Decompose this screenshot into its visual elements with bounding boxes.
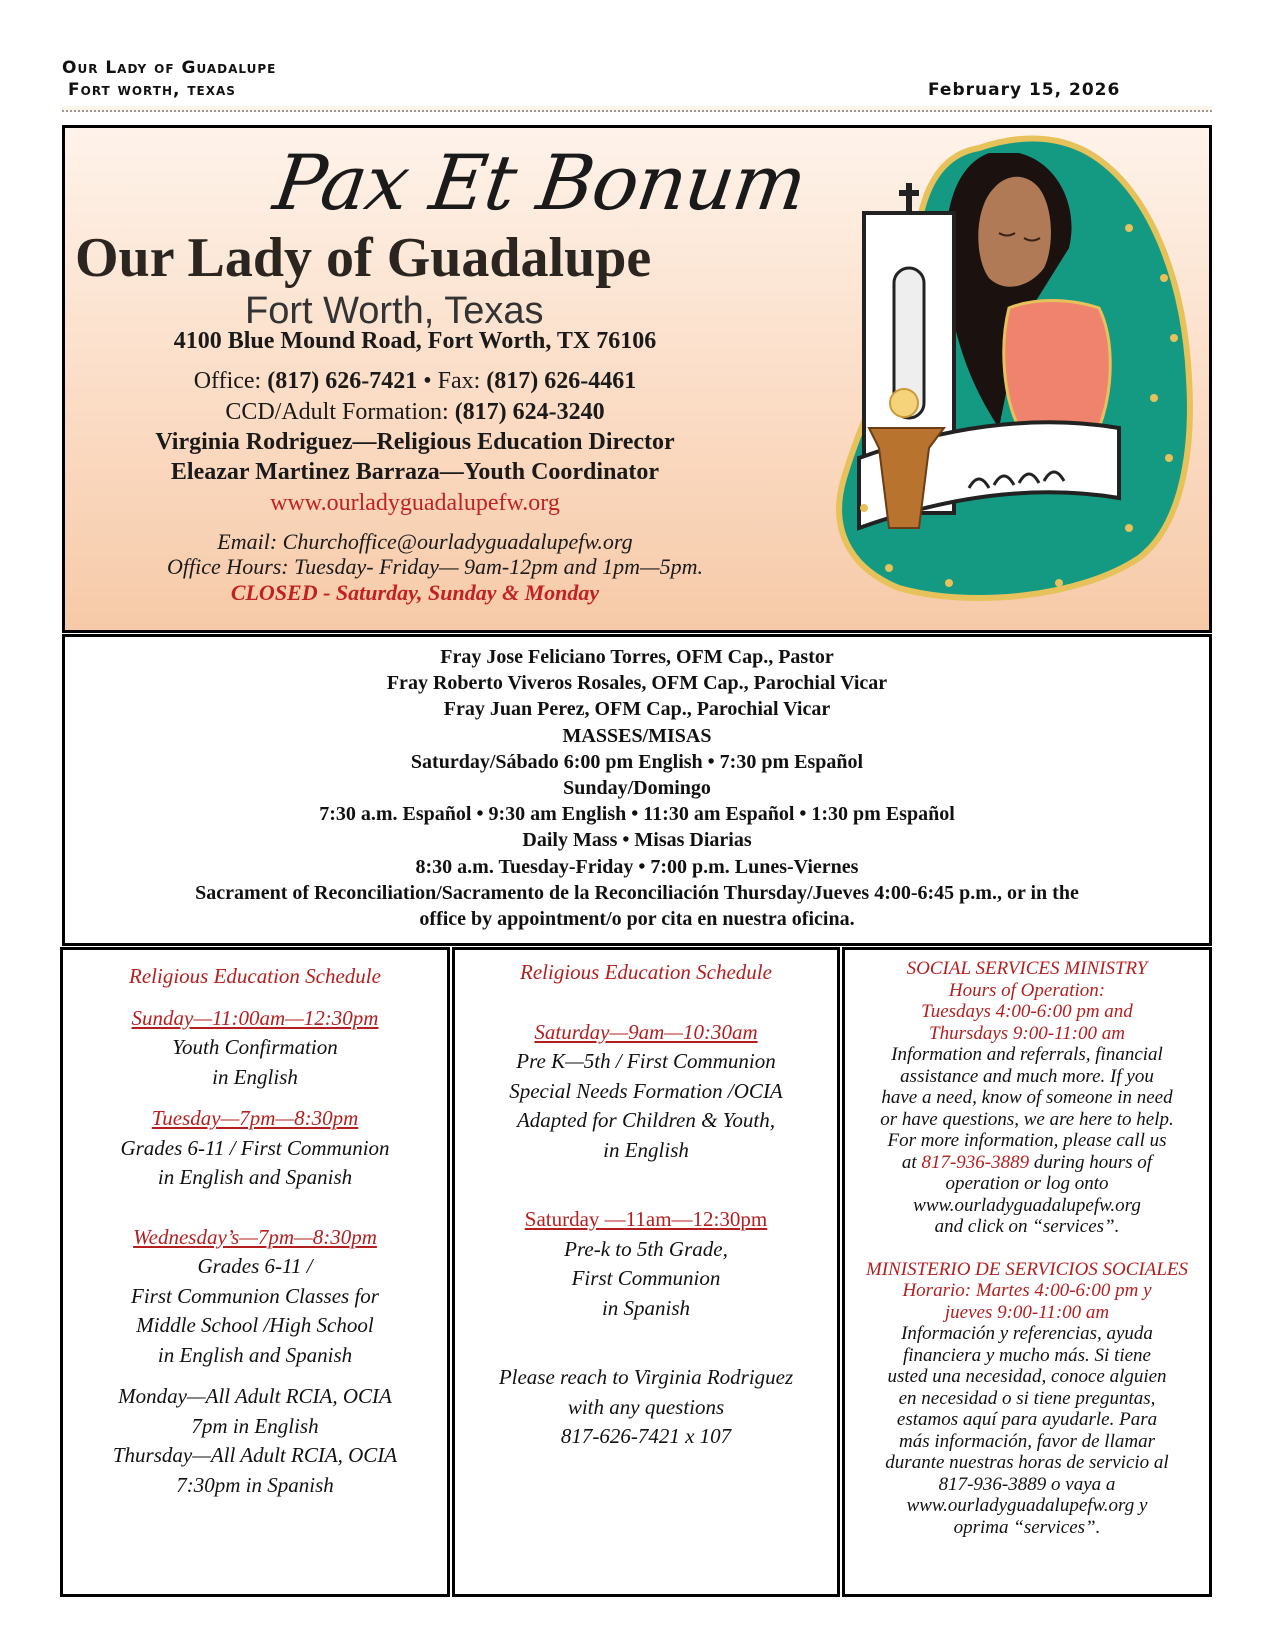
star [1125,524,1133,532]
wednesday-line: First Communion Classes for [131,1283,379,1308]
header-divider [62,110,1212,112]
youth-coordinator: Eleazar Martinez Barraza—Youth Coordinator [170,459,660,485]
email-line[interactable]: Email: Churchoffice@ourladyguadalupefw.org [217,529,633,554]
clergy-line: Fray Jose Feliciano Torres, OFM Cap., Pastor [440,646,834,668]
banner-title: Our Lady of Guadalupe [75,227,652,289]
banner-subtitle: Fort Worth, Texas [245,290,544,332]
col2-title: Religious Education Schedule [520,960,772,984]
info-line-es: 817-936-3889 o vaya a [938,1473,1116,1495]
saturday-line: Pre K—5th / First Communion [516,1049,776,1073]
adult-rcia-line: 7:30pm in Spanish [176,1472,334,1497]
office-phone[interactable]: (817) 626-7421 [267,368,418,394]
clergy-line: Fray Juan Perez, OFM Cap., Parochial Vicar [443,698,831,721]
saturday-masses: Saturday/Sábado 6:00 pm English • 7:30 pm Español [410,750,864,773]
masses-heading: MASSES/MISAS [562,724,712,747]
star [1125,224,1133,232]
social-services-column [842,947,1212,1597]
saturday-late-head: Saturday —11am—12:30pm [524,1207,768,1231]
website-link[interactable]: www.ourladyguadalupefw.org [913,1194,1141,1216]
sunday-session-head: Sunday—11:00am—12:30pm [131,1005,379,1030]
info-line: have a need, know of someone in need [881,1087,1173,1108]
hours-heading: Hours of Operation: [948,979,1106,1001]
contact-line: with any questions [567,1394,725,1419]
sunday-masses: 7:30 a.m. Español • 9:30 am English • 11:30 am Español • 1:30 pm Español [319,803,955,826]
social-services-title: SOCIAL SERVICES MINISTRY [906,958,1148,979]
closed-days: CLOSED - Saturday, Sunday & Monday [230,580,600,605]
info-line-es: en necesidad o si tiene preguntas, [898,1387,1156,1409]
star [1055,579,1063,587]
star [1160,274,1168,282]
ministerio-title: MINISTERIO DE SERVICIOS SOCIALES [865,1258,1189,1280]
saturday-line: Special Needs Formation /OCIA [509,1078,783,1103]
office-line: Office: (817) 626-7421 • Fax: (817) 626-4461 [193,368,637,394]
star [945,579,953,587]
address: 4100 Blue Mound Road, Fort Worth, TX 76106 [173,328,657,354]
tuesday-line: in English and Spanish [157,1165,353,1189]
social-services-phone[interactable]: 817-936-3889 [921,1151,1030,1173]
star [1165,454,1173,462]
wednesday-line: Grades 6-11 / [197,1254,313,1278]
guadalupe-illustration [769,128,1209,630]
sunday-line: Youth Confirmation [172,1035,338,1059]
clergy-line: Fray Roberto Viveros Rosales, OFM Cap., Parochial Vicar [386,672,888,695]
cross-icon [899,183,919,211]
wednesday-line: in English and Spanish [157,1342,353,1367]
reconciliation-line-2: office by appointment/o por cita en nuestra oficina. [419,908,855,931]
bulletin-date: February 15, 2026 [928,80,1121,100]
contact-phone[interactable]: 817-626-7421 x 107 [560,1424,732,1448]
info-line: For more information, please call us [887,1130,1167,1151]
wednesday-session-head: Wednesday’s—7pm—8:30pm [133,1224,377,1249]
info-line: and click on “services”. [934,1216,1120,1237]
info-line: at 817-936-3889 during hours of [901,1151,1153,1173]
info-line-es: usted una necesidad, conoce alguien [887,1366,1167,1387]
office-hours: Office Hours: Tuesday- Friday— 9am-12pm and 1pm—5pm. [167,554,703,579]
religious-ed-column-1 [60,947,450,1597]
star [1150,394,1158,402]
tuesday-session-head: Tuesday—7pm—8:30pm [151,1106,359,1130]
dress-shape [1004,301,1110,429]
clergy-mass-schedule [62,634,1212,946]
contact-line: Please reach to Virginia Rodriguez [498,1365,794,1389]
horario-line: jueves 9:00-11:00 am [944,1301,1110,1323]
hours-line: Thursdays 9:00-11:00 am [929,1022,1125,1044]
motto: Pax Et Bonum [268,138,812,227]
daily-mass-heading: Daily Mass • Misas Diarias [522,829,752,852]
info-line-es: Información y referencias, ayuda [901,1323,1153,1344]
col1-title: Religious Education Schedule [129,964,381,988]
saturday-line: Adapted for Children & Youth, [516,1108,776,1132]
adult-rcia-line: Thursday—All Adult RCIA, OCIA [112,1443,398,1467]
star [1170,334,1178,342]
info-line: or have questions, we are here to help. [880,1108,1174,1130]
star [860,504,868,512]
adult-rcia-line: 7pm in English [191,1413,319,1438]
director: Virginia Rodriguez—Religious Education Director [155,429,675,455]
sunday-line: in English [212,1064,298,1089]
city-name: Fort worth, texas [68,80,236,100]
saturday-line: in English [603,1137,689,1162]
info-line-es: financiera y mucho más. Si tiene [902,1344,1151,1366]
fax-phone: (817) 626-4461 [486,368,637,394]
info-line-es: más información, favor de llamar [899,1430,1155,1452]
hours-line: Tuesdays 4:00-6:00 pm and [921,1001,1133,1022]
saint-halo [890,389,918,417]
ccd-phone[interactable]: (817) 624-3240 [454,399,605,425]
tuesday-line: Grades 6-11 / First Communion [120,1135,390,1160]
info-line: operation or log onto [945,1173,1109,1194]
sunday-heading: Sunday/Domingo [563,777,711,800]
horario-line: Horario: Martes 4:00-6:00 pm y [902,1280,1152,1301]
info-line: Information and referrals, financial [891,1044,1163,1065]
saturday-late-line: Pre-k to 5th Grade, [564,1236,728,1261]
religious-ed-column-2 [452,947,840,1597]
website-link[interactable]: www.ourladyguadalupefw.org [270,490,560,516]
daily-masses: 8:30 a.m. Tuesday-Friday • 7:00 p.m. Lunes-Viernes [415,855,859,878]
reconciliation-line: Sacrament of Reconciliation/Sacramento de la Reconciliación Thursday/Jueves 4:00-6:45 p.m., or in the [195,881,1079,904]
info-line-es: oprima “services”. [953,1516,1101,1538]
parish-name: Our Lady of Guadalupe [62,58,277,78]
saturday-late-line: First Communion [571,1266,721,1290]
info-line-es: durante nuestras horas de servicio al [885,1452,1169,1473]
info-line: assistance and much more. If you [900,1065,1154,1087]
saturday-late-line: in Spanish [601,1295,691,1320]
wednesday-line: Middle School /High School [136,1313,374,1337]
saturday-morning-head: Saturday—9am—10:30am [534,1019,758,1044]
star [885,564,893,572]
ccd-line: CCD/Adult Formation: (817) 624-3240 [225,399,605,425]
banner [62,125,1212,633]
website-link-es[interactable]: www.ourladyguadalupefw.org y [906,1495,1148,1516]
info-line-es: estamos aquí para ayudarle. Para [896,1409,1158,1430]
adult-rcia-line: Monday—All Adult RCIA, OCIA [118,1384,392,1408]
